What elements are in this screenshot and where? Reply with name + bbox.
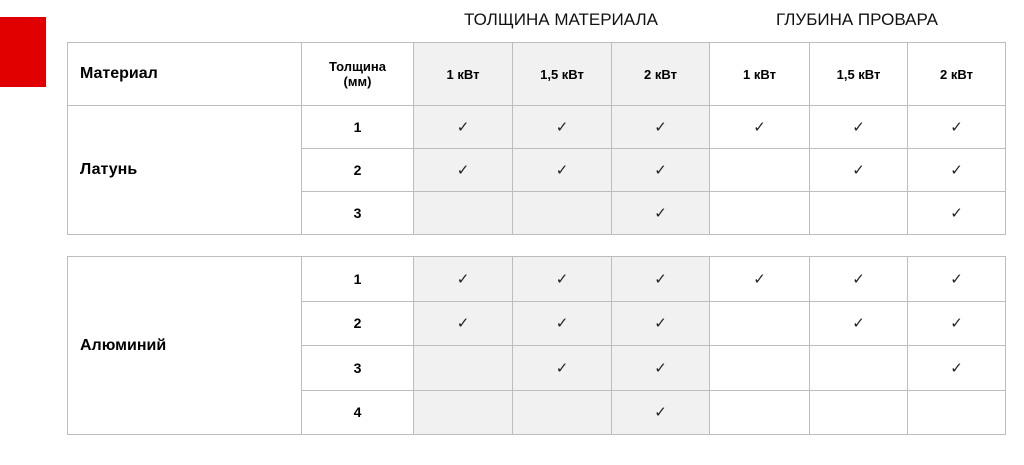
cell bbox=[908, 149, 1006, 192]
cell bbox=[612, 390, 710, 435]
checkmark-icon: ✓ bbox=[555, 119, 569, 136]
checkmark-icon: ✓ bbox=[950, 315, 963, 333]
checkmark-icon: ✓ bbox=[654, 205, 667, 222]
cell bbox=[414, 257, 513, 302]
cell bbox=[908, 390, 1006, 435]
checkmark-icon: ✓ bbox=[753, 119, 766, 136]
thickness-value: 3 bbox=[302, 192, 414, 235]
cell bbox=[710, 257, 810, 302]
header-power: 2 кВт bbox=[908, 43, 1006, 106]
cell bbox=[810, 257, 908, 302]
cell bbox=[908, 346, 1006, 391]
header-material: Материал bbox=[68, 43, 302, 106]
checkmark-icon: ✓ bbox=[555, 270, 569, 288]
cell bbox=[908, 257, 1006, 302]
cell bbox=[612, 346, 710, 391]
cell bbox=[710, 149, 810, 192]
cell bbox=[710, 301, 810, 346]
header-thickness: Толщина (мм) bbox=[302, 43, 414, 106]
cell bbox=[513, 346, 612, 391]
checkmark-icon: ✓ bbox=[654, 162, 667, 179]
checkmark-icon: ✓ bbox=[456, 119, 470, 136]
cell bbox=[414, 192, 513, 235]
cell bbox=[710, 106, 810, 149]
checkmark-icon: ✓ bbox=[654, 359, 667, 377]
checkmark-icon: ✓ bbox=[555, 162, 569, 179]
cell bbox=[513, 390, 612, 435]
header-power: 1,5 кВт bbox=[810, 43, 908, 106]
cell bbox=[612, 301, 710, 346]
checkmark-icon: ✓ bbox=[950, 119, 963, 136]
group-title-weld-depth: ГЛУБИНА ПРОВАРА bbox=[776, 10, 938, 29]
material-name: Алюминий bbox=[68, 257, 302, 435]
cell bbox=[414, 390, 513, 435]
table-row bbox=[68, 106, 1006, 149]
cell bbox=[612, 192, 710, 235]
cell bbox=[612, 257, 710, 302]
checkmark-icon: ✓ bbox=[753, 270, 766, 288]
cell bbox=[414, 301, 513, 346]
cell bbox=[612, 106, 710, 149]
cell bbox=[810, 301, 908, 346]
thickness-value: 1 bbox=[302, 257, 414, 302]
cell bbox=[710, 192, 810, 235]
cell bbox=[908, 301, 1006, 346]
checkmark-icon: ✓ bbox=[456, 162, 470, 179]
brass-table bbox=[67, 42, 1006, 235]
header-power: 1,5 кВт bbox=[513, 43, 612, 106]
checkmark-icon: ✓ bbox=[555, 359, 569, 377]
thickness-value: 1 bbox=[302, 106, 414, 149]
cell bbox=[513, 301, 612, 346]
cell bbox=[513, 257, 612, 302]
cell bbox=[810, 346, 908, 391]
cell bbox=[414, 149, 513, 192]
cell bbox=[810, 390, 908, 435]
header-power: 1 кВт bbox=[710, 43, 810, 106]
cell bbox=[612, 149, 710, 192]
group-title-material-thickness: ТОЛЩИНА МАТЕРИАЛА bbox=[464, 10, 658, 29]
checkmark-icon: ✓ bbox=[654, 315, 667, 333]
cell bbox=[908, 192, 1006, 235]
table-row bbox=[68, 257, 1006, 302]
checkmark-icon: ✓ bbox=[950, 205, 963, 222]
header-power: 2 кВт bbox=[612, 43, 710, 106]
checkmark-icon: ✓ bbox=[654, 119, 667, 136]
checkmark-icon: ✓ bbox=[654, 404, 667, 422]
cell bbox=[810, 149, 908, 192]
cell bbox=[810, 192, 908, 235]
checkmark-icon: ✓ bbox=[654, 270, 667, 288]
cell bbox=[414, 346, 513, 391]
checkmark-icon: ✓ bbox=[456, 270, 470, 288]
cell bbox=[513, 149, 612, 192]
cell bbox=[810, 106, 908, 149]
cell bbox=[513, 192, 612, 235]
checkmark-icon: ✓ bbox=[950, 270, 963, 288]
thickness-value: 2 bbox=[302, 149, 414, 192]
cell bbox=[710, 390, 810, 435]
header-power: 1 кВт bbox=[414, 43, 513, 106]
red-accent-bar bbox=[0, 17, 46, 87]
checkmark-icon: ✓ bbox=[852, 270, 865, 288]
checkmark-icon: ✓ bbox=[555, 315, 569, 333]
checkmark-icon: ✓ bbox=[456, 315, 470, 333]
thickness-value: 4 bbox=[302, 390, 414, 435]
cell bbox=[513, 106, 612, 149]
checkmark-icon: ✓ bbox=[950, 359, 963, 377]
checkmark-icon: ✓ bbox=[852, 315, 865, 333]
material-name: Латунь bbox=[68, 106, 302, 235]
cell bbox=[414, 106, 513, 149]
thickness-value: 3 bbox=[302, 346, 414, 391]
checkmark-icon: ✓ bbox=[950, 162, 963, 179]
checkmark-icon: ✓ bbox=[852, 119, 865, 136]
aluminum-table bbox=[67, 256, 1006, 435]
cell bbox=[710, 346, 810, 391]
checkmark-icon: ✓ bbox=[852, 162, 865, 179]
header-row bbox=[68, 43, 1006, 106]
cell bbox=[908, 106, 1006, 149]
thickness-value: 2 bbox=[302, 301, 414, 346]
